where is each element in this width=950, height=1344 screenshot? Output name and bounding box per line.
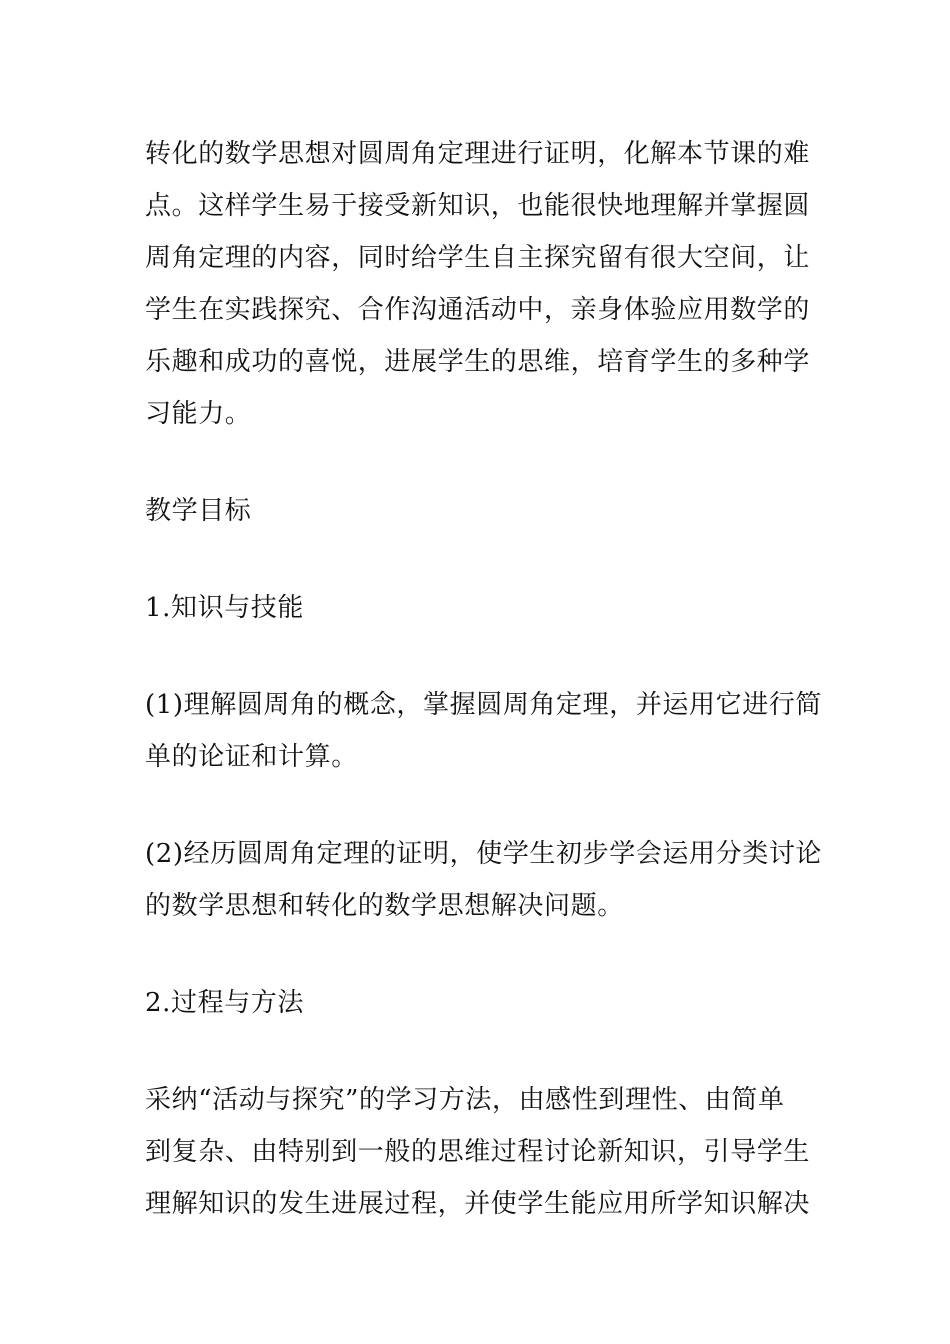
intro-paragraph bbox=[145, 128, 810, 440]
text-line: 乐趣和成功的喜悦，进展学生的思维，培育学生的多种学 bbox=[145, 347, 811, 377]
text-line: 周角定理的内容，同时给学生自主探究留有很大空间，让 bbox=[145, 243, 811, 273]
heading-text: 1.知识与技能 bbox=[145, 593, 305, 623]
section2-body bbox=[145, 1074, 810, 1230]
text-line: 点。这样学生易于接受新知识，也能很快地理解并掌握圆 bbox=[145, 191, 811, 221]
paragraph-gap bbox=[145, 440, 810, 485]
section1-heading bbox=[145, 582, 810, 634]
text-line: 单的论证和计算。 bbox=[145, 742, 358, 772]
document-body bbox=[145, 128, 823, 1230]
text-line: 采纳“活动与探究”的学习方法，由感性到理性、由简单 bbox=[145, 1085, 785, 1115]
heading-text: 2.过程与方法 bbox=[145, 988, 305, 1018]
paragraph-gap bbox=[145, 537, 810, 582]
heading-text: 教学目标 bbox=[145, 496, 252, 526]
goals-heading bbox=[145, 485, 810, 537]
text-line: 习能力。 bbox=[145, 399, 252, 429]
paragraph-gap bbox=[145, 932, 810, 977]
text-line: 转化的数学思想对圆周角定理进行证明，化解本节课的难 bbox=[145, 139, 811, 169]
paragraph-gap bbox=[145, 634, 810, 679]
text-line: 到复杂、由特别到一般的思维过程讨论新知识，引导学生 bbox=[145, 1137, 811, 1167]
text-line: (1)理解圆周角的概念，掌握圆周角定理，并运用它进行简 bbox=[145, 690, 823, 720]
text-line: 的数学思想和转化的数学思想解决问题。 bbox=[145, 891, 624, 921]
text-line: 学生在实践探究、合作沟通活动中，亲身体验应用数学的 bbox=[145, 295, 811, 325]
section1-item1 bbox=[145, 679, 823, 783]
paragraph-gap bbox=[145, 783, 810, 828]
paragraph-gap bbox=[145, 1029, 810, 1074]
section2-heading bbox=[145, 977, 810, 1029]
text-line: (2)经历圆周角定理的证明，使学生初步学会运用分类讨论 bbox=[145, 839, 823, 869]
text-line: 理解知识的发生进展过程，并使学生能应用所学知识解决 bbox=[145, 1189, 811, 1219]
section1-item2 bbox=[145, 828, 823, 932]
